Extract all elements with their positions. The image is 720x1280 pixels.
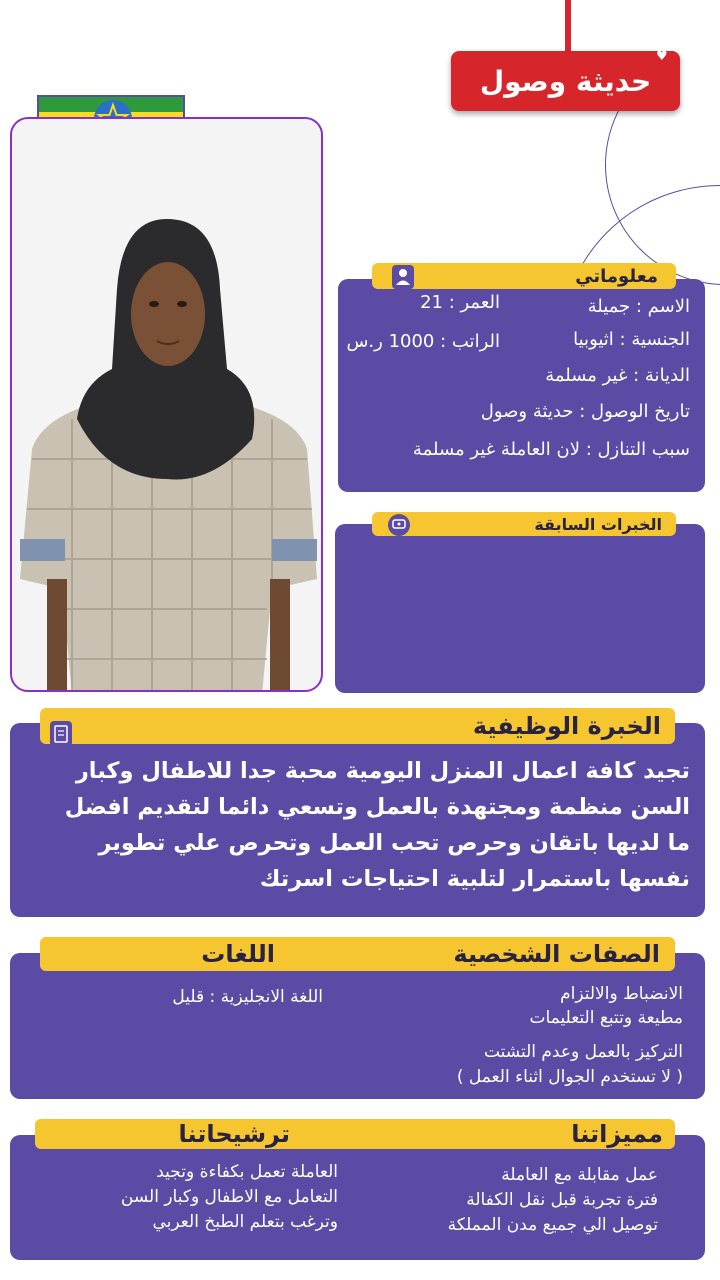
features-title: مميزاتنا	[571, 1120, 663, 1148]
info-salary: الراتب : 1000 ر.س	[346, 331, 500, 352]
info-title: معلوماتي	[575, 265, 658, 287]
document-icon	[50, 721, 72, 747]
info-name: الاسم : جميلة	[587, 296, 690, 317]
previous-experience-panel	[335, 524, 705, 693]
trait-2: مطيعة وتتبع التعليمات	[529, 1008, 683, 1028]
badge-text: حديثة وصول	[479, 64, 652, 98]
job-header	[40, 708, 675, 744]
job-line-2: السن منظمة ومجتهدة بالعمل وتسعي دائما لتقديم افضل	[64, 794, 690, 820]
new-arrival-badge	[451, 51, 680, 111]
traits-header	[40, 937, 675, 971]
job-experience-panel	[10, 723, 705, 917]
feature-2: فترة تجربة قبل نقل الكفالة	[466, 1190, 658, 1210]
job-line-1: تجيد كافة اعمال المنزل اليومية محبة جدا للاطفال وكبار	[75, 758, 690, 784]
badge-string	[565, 0, 571, 54]
recommend-2: التعامل مع الاطفال وكبار السن	[120, 1187, 338, 1207]
feature-3: توصيل الي جميع مدن المملكة	[447, 1215, 658, 1235]
previous-header	[372, 512, 676, 536]
job-line-3: ما لديها باتقان وحرص تحب العمل وتحرص علي تطوير	[98, 830, 690, 856]
info-arrival: تاريخ الوصول : حديثة وصول	[480, 401, 690, 422]
recommend-title: ترشيحاتنا	[178, 1120, 290, 1148]
previous-title: الخبرات السابقة	[534, 514, 662, 534]
recommend-3: وترغب بتعلم الطبخ العربي	[152, 1212, 338, 1232]
trait-1: الانضباط والالتزام	[560, 984, 683, 1004]
heart-icon: ♥	[656, 49, 668, 64]
recommend-1: العاملة تعمل بكفاءة وتجيد	[156, 1162, 338, 1182]
worker-photo	[10, 117, 323, 692]
worker-figure	[12, 119, 323, 692]
info-reason: سبب التنازل : لان العاملة غير مسلمة	[412, 439, 690, 460]
chat-icon	[388, 514, 410, 536]
trait-4: ( لا تستخدم الجوال اثناء العمل )	[456, 1067, 683, 1087]
user-icon	[392, 265, 414, 289]
info-age: العمر : 21	[420, 292, 500, 313]
info-nationality: الجنسية : اثيوبيا	[573, 329, 690, 350]
info-religion: الديانة : غير مسلمة	[545, 365, 690, 386]
job-line-4: نفسها باستمرار لتلبية احتياجات اسرتك	[259, 866, 690, 892]
traits-title: الصفات الشخصية	[453, 940, 660, 968]
job-title: الخبرة الوظيفية	[472, 712, 661, 740]
info-header	[372, 263, 676, 289]
feature-1: عمل مقابلة مع العاملة	[501, 1165, 658, 1185]
language-english: اللغة الانجليزية : قليل	[172, 987, 323, 1007]
features-header	[35, 1119, 675, 1149]
languages-title: اللغات	[201, 940, 275, 968]
trait-3: التركيز بالعمل وعدم التشتت	[483, 1042, 683, 1062]
